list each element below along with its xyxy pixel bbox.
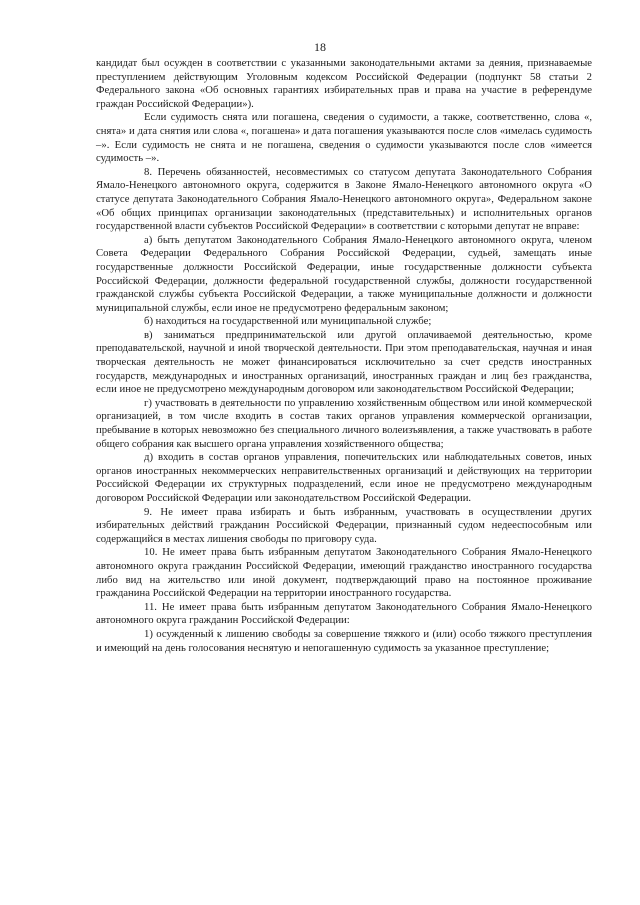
paragraph-item-8b: б) находиться на государственной или муниципальной службе; — [144, 315, 432, 328]
paragraph-item-11: 11. Не имеет права быть избранным депутатом Законодательного Собрания Ямало-Ненецкого автономного округа гражданин Российской Федерации: — [96, 600, 592, 627]
paragraph-item-10: 10. Не имеет права быть избранным депутатом Законодательного Собрания Ямало-Ненецкого автономного округа гражданин Российской Федерации, имеющий гражданство иностранного государства либо вид на жительство или иной документ, подтверждающий право на постоянное проживание гражданина Российской Федерации на территории иностранного государства. — [96, 546, 592, 600]
page-number: 18 — [314, 40, 326, 54]
paragraph-item-8d: д) входить в состав органов управления, попечительских или наблюдательных советов, иных органов иностранных некоммерческих неправительственных организаций и действующих на территории Российской Федерации их структурных подразделений, если иное не предусмотрено международным договором Российской Федерации или законодательством Российской Федерации. — [96, 451, 592, 504]
paragraph-item-8a: а) быть депутатом Законодательного Собрания Ямало-Ненецкого автономного округа, членом Совета Федерации Федерального Собрания Российской Федерации, судьей, замещать иные государственные должности Российской Федерации, иные государственные должности субъекта Российской Федерации, должности федеральной государственной службы, должности государственной гражданской службы субъекта Российской Федерации, а также муниципальные должности и должности муниципальной службы, если иное не предусмотрено федеральным законом; — [96, 233, 592, 314]
paragraph-item-9: 9. Не имеет права избирать и быть избранным, участвовать в осуществлении других избирательных действий гражданин Российской Федерации, признанный судом недееспособным или содержащийся в местах лишения свободы по приговору суда. — [96, 505, 592, 545]
paragraph-item-8v: в) заниматься предпринимательской или другой оплачиваемой деятельностью, кроме преподавательской, научной и иной творческой деятельности. При этом преподавательская, научная и иная творческая деятельность не может финансироваться исключительно за счет средств иностранных государств, международных и иностранных организаций, иностранных граждан и лиц без гражданства, если иное не предусмотрено международным договором или законодательством Российской Федерации; — [96, 328, 592, 396]
paragraph-continuation: кандидат был осужден в соответствии с указанными законодательными актами за деяния, признаваемые преступлением действующим Уголовным кодексом Российской Федерации (подпункт 58 статьи 2 Федерального закона «Об основных гарантиях избирательных прав и права на участие в референдуме граждан Российской Федерации»). — [96, 57, 592, 110]
paragraph-item-8g: г) участвовать в деятельности по управлению хозяйственным обществом или иной коммерческой организацией, в том числе входить в состав таких органов управления коммерческой организации, пребывание в которых невозможно без специального личного волеизъявления, а также участвовать в работе общего собрания как высшего органа управления хозяйственного общества; — [96, 396, 592, 450]
paragraph-item-8: 8. Перечень обязанностей, несовместимых со статусом депутата Законодательного Собрания Ямало-Ненецкого автономного округа, содержится в Законе Ямало-Ненецкого автономного округа «О статусе депутата Законодательного Собрания Ямало-Ненецкого автономного округа», Федеральном законе «Об общих принципах организации законодательных (представительных) и исполнительных органов государственной власти субъектов Российской Федерации» в соответствии с которыми депутат не вправе: — [96, 165, 592, 233]
document-body — [96, 57, 592, 655]
blank-margin — [0, 760, 640, 905]
paragraph-item-11-1: 1) осужденный к лишению свободы за совершение тяжкого и (или) особо тяжкого преступления и имеющий на день голосования неснятую и непогашенную судимость за указанное преступление; — [96, 627, 592, 654]
paragraph-criminal-record: Если судимость снята или погашена, сведения о судимости, а также, соответственно, слова «, снята» и дата снятия или слова «, погашена» и дата погашения указываются после слов «имелась судимость –». Если судимость не снята и не погашена, сведения о судимости указываются после слов «имеется судимость –». — [96, 111, 592, 165]
